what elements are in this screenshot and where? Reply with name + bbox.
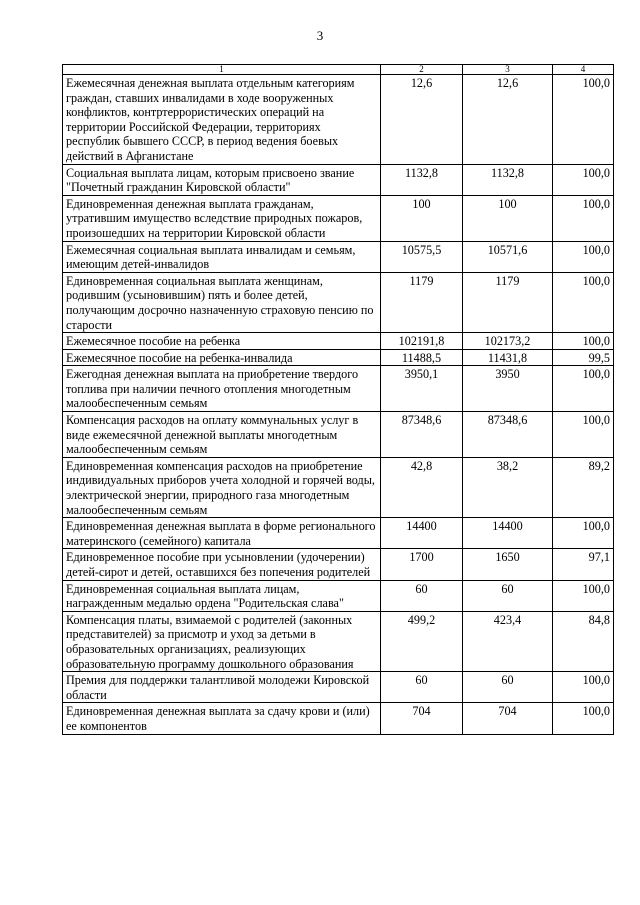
table-row [63,580,614,611]
row-description: Премия для поддержки талантливой молодежи Кировской области [63,672,381,703]
row-percent-value: 84,8 [553,611,614,671]
row-planned-value: 1179 [381,272,463,332]
row-planned-value: 102191,8 [381,333,463,350]
row-actual-value: 100 [463,195,553,241]
table-row [63,518,614,549]
column-header-1: 1 [63,65,381,75]
row-actual-value: 60 [463,672,553,703]
row-actual-value: 60 [463,580,553,611]
row-planned-value: 42,8 [381,457,463,517]
table-header-row [63,65,614,75]
row-planned-value: 1700 [381,549,463,580]
row-percent-value: 100,0 [553,241,614,272]
column-header-2: 2 [381,65,463,75]
table-row [63,333,614,350]
row-percent-value: 100,0 [553,518,614,549]
row-planned-value: 100 [381,195,463,241]
row-description: Единовременная денежная выплата в форме регионального материнского (семейного) капитала [63,518,381,549]
budget-table [62,64,614,735]
row-planned-value: 704 [381,703,463,734]
row-description: Единовременная социальная выплата лицам, награжденным медалью ордена "Родительская слава" [63,580,381,611]
row-planned-value: 60 [381,672,463,703]
table-row [63,672,614,703]
row-percent-value: 100,0 [553,412,614,458]
row-percent-value: 100,0 [553,164,614,195]
row-description: Социальная выплата лицам, которым присвоено звание "Почетный гражданин Кировской области" [63,164,381,195]
row-planned-value: 87348,6 [381,412,463,458]
row-description: Единовременная компенсация расходов на приобретение индивидуальных приборов учета холодной и горячей воды, электрической энергии, природного газа многодетным малообеспеченным семьям [63,457,381,517]
table-row [63,349,614,366]
row-percent-value: 100,0 [553,272,614,332]
row-percent-value: 100,0 [553,703,614,734]
row-percent-value: 100,0 [553,75,614,165]
row-percent-value: 100,0 [553,333,614,350]
row-actual-value: 38,2 [463,457,553,517]
row-actual-value: 10571,6 [463,241,553,272]
row-percent-value: 97,1 [553,549,614,580]
table-row [63,457,614,517]
row-description: Ежемесячная денежная выплата отдельным категориям граждан, ставших инвалидами в ходе вооруженных конфликтов, контртеррористических операций на территории Российской Федерации, территориях республик бывшего СССР, в период ведения боевых действий в Афганистане [63,75,381,165]
row-planned-value: 10575,5 [381,241,463,272]
row-actual-value: 102173,2 [463,333,553,350]
row-percent-value: 99,5 [553,349,614,366]
table-row [63,611,614,671]
row-actual-value: 1132,8 [463,164,553,195]
row-percent-value: 89,2 [553,457,614,517]
row-percent-value: 100,0 [553,195,614,241]
row-description: Компенсация расходов на оплату коммунальных услуг в виде ежемесячной денежной выплаты многодетным малообеспеченным семьям [63,412,381,458]
row-description: Ежемесячное пособие на ребенка [63,333,381,350]
table-row [63,195,614,241]
row-planned-value: 14400 [381,518,463,549]
row-actual-value: 704 [463,703,553,734]
table-row [63,272,614,332]
row-description: Ежемесячное пособие на ребенка-инвалида [63,349,381,366]
column-header-3: 3 [463,65,553,75]
row-description: Компенсация платы, взимаемой с родителей (законных представителей) за присмотр и уход за детьми в образовательных организациях, реализующих образовательную программу дошкольного образования [63,611,381,671]
row-planned-value: 12,6 [381,75,463,165]
row-percent-value: 100,0 [553,580,614,611]
row-actual-value: 1650 [463,549,553,580]
row-planned-value: 1132,8 [381,164,463,195]
row-actual-value: 11431,8 [463,349,553,366]
table-row [63,703,614,734]
table-row [63,549,614,580]
table-row [63,366,614,412]
row-description: Единовременное пособие при усыновлении (удочерении) детей-сирот и детей, оставшихся без попечения родителей [63,549,381,580]
row-actual-value: 423,4 [463,611,553,671]
table-row [63,412,614,458]
row-description: Ежегодная денежная выплата на приобретение твердого топлива при наличии печного отопления многодетным малообеспеченным семьям [63,366,381,412]
table-row [63,241,614,272]
row-actual-value: 1179 [463,272,553,332]
row-percent-value: 100,0 [553,672,614,703]
table-row [63,164,614,195]
table-row [63,75,614,165]
row-actual-value: 14400 [463,518,553,549]
row-actual-value: 12,6 [463,75,553,165]
row-description: Единовременная социальная выплата женщинам, родившим (усыновившим) пять и более детей, получающим досрочно назначенную страховую пенсию по старости [63,272,381,332]
row-actual-value: 87348,6 [463,412,553,458]
row-planned-value: 499,2 [381,611,463,671]
row-planned-value: 60 [381,580,463,611]
row-actual-value: 3950 [463,366,553,412]
row-description: Ежемесячная социальная выплата инвалидам и семьям, имеющим детей-инвалидов [63,241,381,272]
row-percent-value: 100,0 [553,366,614,412]
row-description: Единовременная денежная выплата гражданам, утратившим имущество вследствие природных пожаров, произошедших на территории Кировской области [63,195,381,241]
row-description: Единовременная денежная выплата за сдачу крови и (или) ее компонентов [63,703,381,734]
column-header-4: 4 [553,65,614,75]
row-planned-value: 11488,5 [381,349,463,366]
row-planned-value: 3950,1 [381,366,463,412]
page-number: 3 [316,28,324,43]
